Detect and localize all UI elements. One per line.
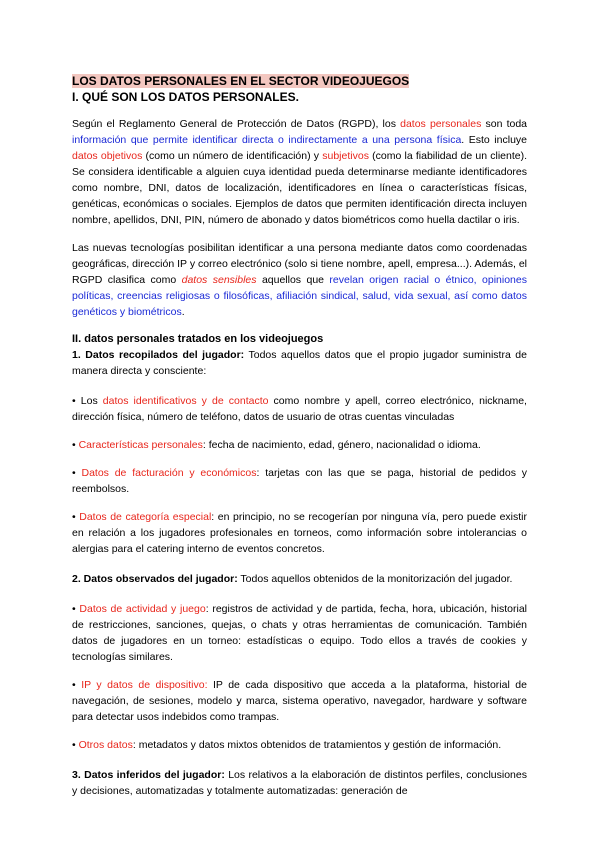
text-span: son toda xyxy=(481,118,527,130)
text-span: . Esto incluye xyxy=(461,134,527,146)
paragraph-sensitive xyxy=(72,240,527,320)
text-span: Todos aquellos obtenidos de la monitorización del jugador. xyxy=(237,573,513,585)
bullet-item xyxy=(72,393,527,425)
term-datos-sensibles: datos sensibles xyxy=(181,274,257,286)
bullet-term: Datos de categoría especial xyxy=(79,511,212,523)
subsection-label: 1. Datos recopilados del jugador: xyxy=(72,349,245,361)
text-span: . xyxy=(181,306,185,318)
bullet-text: IP de cada dispositivo que acceda a la plataforma, historial de navegación, de sesiones, modelo y marca, sistema operativo, navegador, hardware y software para detectar usos indebidos como trampas. xyxy=(72,679,527,723)
text-span: Según el Reglamento General de Protección de Datos (RGPD), los xyxy=(72,118,401,130)
bullet-item xyxy=(72,737,527,753)
bullet-item xyxy=(72,465,527,497)
term-subjetivos: subjetivos xyxy=(322,150,369,162)
bullet-term: IP y datos de dispositivo: xyxy=(81,679,208,691)
bullet-item xyxy=(72,677,527,725)
bullet-item xyxy=(72,437,527,453)
section-2-heading: II. datos personales tratados en los videojuegos xyxy=(72,333,324,345)
bullet-marker: • xyxy=(72,511,80,523)
bullet-text: como nombre y apell, correo electrónico, nickname, dirección física, número de teléfono, datos de usuario de otras cuentas vinculadas xyxy=(72,395,527,423)
bullet-marker: • xyxy=(72,603,80,615)
bullet-text: : metadatos y datos mixtos obtenidos de tratamientos y gestión de información. xyxy=(132,739,502,751)
bullet-item xyxy=(72,509,527,557)
bullet-term: Otros datos xyxy=(78,739,133,751)
bullet-term: Datos de actividad y juego xyxy=(79,603,206,615)
text-span: aquellos que xyxy=(256,274,330,286)
subsection-label: 3. Datos inferidos del jugador: xyxy=(72,769,225,781)
bullet-marker: • xyxy=(72,679,82,691)
bullet-marker: • xyxy=(72,739,79,751)
bullet-marker: • Los xyxy=(72,395,103,407)
text-span: Las nuevas tecnologías posibilitan identificar a una persona mediante datos como coordenadas geográficas, dirección IP y correo electrónico (solo si tiene nombre, apell, empresa...). Además, el RGPD clasifica como xyxy=(72,242,527,286)
text-span: Todos aquellos datos que el propio jugador suministra de manera directa y consciente: xyxy=(72,349,527,377)
term-datos-personales: datos personales xyxy=(400,118,482,130)
subsection-recopilados xyxy=(72,347,527,379)
bullet-text: : fecha de nacimiento, edad, género, nacionalidad o idioma. xyxy=(202,439,481,451)
bullet-term: Características personales xyxy=(78,439,203,451)
section-1-heading: I. QUÉ SON LOS DATOS PERSONALES. xyxy=(72,90,299,104)
text-span: (como un número de identificación) y xyxy=(142,150,323,162)
text-span: Los relativos a la elaboración de distintos perfiles, conclusiones y decisiones, automatizadas y totalmente automatizadas: generación de xyxy=(72,769,527,797)
bullet-item xyxy=(72,601,527,665)
bullet-text: : en principio, no se recogerían por ninguna vía, pero puede existir en relación a los jugadores profesionales en torneos, como información sobre intolerancias o alergias para el catering interno de eventos concretos. xyxy=(72,511,528,555)
bullet-text: : registros de actividad y de partida, fecha, hora, ubicación, historial de restricciones, sanciones, quejas, o chats y otras herramientas de comunicación. También datos de jugadores en un torneo: estadísticas o equipo. Todo ellos a través de cookies y tecnologías similares. xyxy=(72,603,527,663)
bullet-text: : tarjetas con las que se paga, historial de pedidos y reembolsos. xyxy=(72,467,528,495)
document-page xyxy=(72,72,527,811)
text-span: (como la fiabilidad de un cliente). Se considera identificable a alguien cuya identidad pueda determinarse mediante identificadores como nombre, DNI, datos de localización, identificadores en línea o características físicas, genéticas, económicas o sociales. Ejemplos de datos que permiten identificación directa incluyen nombre, apellidos, DNI, PIN, número de abonado y datos biométricos como huella dactilar o iris. xyxy=(72,150,528,226)
document-title: LOS DATOS PERSONALES EN EL SECTOR VIDEOJUEGOS xyxy=(72,74,410,88)
subsection-label: 2. Datos observados del jugador: xyxy=(72,573,238,585)
bullet-term: Datos de facturación y económicos xyxy=(81,467,257,479)
bullet-marker: • xyxy=(72,439,79,451)
sensitive-list: revelan origen racial o étnico, opiniones políticas, creencias religiosas o filosóficas, afiliación sindical, salud, vida sexual, así como datos genéticos y biométricos xyxy=(72,274,527,318)
term-datos-objetivos: datos objetivos xyxy=(72,150,143,162)
subsection-observados xyxy=(72,571,527,587)
subsection-inferidos xyxy=(72,767,527,799)
bullet-term: datos identificativos y de contacto xyxy=(102,395,269,407)
bullet-marker: • xyxy=(72,467,82,479)
paragraph-definition xyxy=(72,116,527,228)
definition-highlight: información que permite identificar directa o indirectamente a una persona física xyxy=(72,134,462,146)
